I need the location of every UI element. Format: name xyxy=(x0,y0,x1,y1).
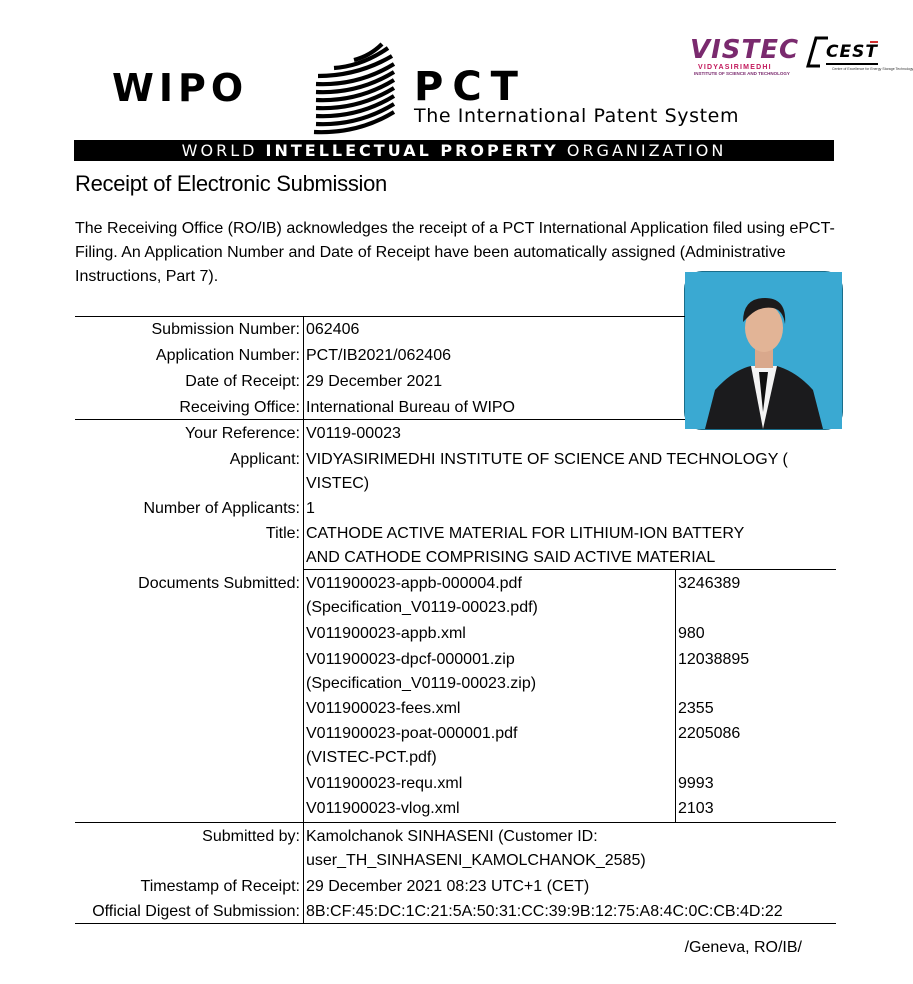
date-of-receipt-label: Date of Receipt: xyxy=(185,373,300,390)
office-section-rule xyxy=(75,419,685,420)
documents-submitted-label: Documents Submitted: xyxy=(138,575,300,592)
document-name: V011900023-fees.xml xyxy=(306,700,461,717)
cest-logo xyxy=(806,34,913,76)
number-of-applicants-value: 1 xyxy=(306,500,315,517)
vistec-logo-sub1: VIDYASIRIMEDHI xyxy=(698,64,772,71)
your-reference-label: Your Reference: xyxy=(184,425,300,442)
pct-wordmark: PCT xyxy=(414,64,527,110)
organization-bar xyxy=(74,140,834,161)
person-portrait-icon xyxy=(685,272,842,429)
cest-logo-sub: Centre of Excellence for Energy Storage Technology xyxy=(832,67,913,71)
applicant-photo xyxy=(684,271,843,430)
document-size: 12038895 xyxy=(678,651,750,668)
title-value-line2: AND CATHODE COMPRISING SAID ACTIVE MATERIAL xyxy=(306,549,716,566)
document-original-name: (Specification_V0119-00023.pdf) xyxy=(306,599,538,616)
digest-value: 8B:CF:45:DC:1C:21:5A:50:31:CC:39:9B:12:75:A8:4C:0C:CB:4D:22 xyxy=(306,903,783,920)
document-original-name: (VISTEC-PCT.pdf) xyxy=(306,749,437,766)
document-size: 9993 xyxy=(678,775,714,792)
cest-logo-text: CEST xyxy=(826,42,878,62)
document-name: V011900023-appb-000004.pdf xyxy=(306,575,522,592)
title-label: Title: xyxy=(265,525,300,542)
document-name: V011900023-poat-000001.pdf xyxy=(306,725,518,742)
table-top-rule xyxy=(75,316,685,317)
documents-top-rule xyxy=(304,569,836,570)
your-reference-value: V0119-00023 xyxy=(306,425,401,442)
page-title: Receipt of Electronic Submission xyxy=(75,171,387,196)
document-size: 2103 xyxy=(678,800,714,817)
digest-label: Official Digest of Submission: xyxy=(92,903,300,920)
org-bar-world: WORLD xyxy=(181,141,258,160)
wipo-wordmark: WIPO xyxy=(112,66,249,110)
pct-subtitle: The International Patent System xyxy=(414,105,740,127)
submitted-by-value-line1: Kamolchanok SINHASENI (Customer ID: xyxy=(306,828,598,845)
label-value-divider xyxy=(303,316,304,923)
document-name: V011900023-vlog.xml xyxy=(306,800,460,817)
document-name: V011900023-dpcf-000001.zip xyxy=(306,651,515,668)
document-size: 3246389 xyxy=(678,575,741,592)
document-name: V011900023-appb.xml xyxy=(306,625,466,642)
application-number-label: Application Number: xyxy=(155,347,300,364)
vistec-logo xyxy=(690,35,800,76)
document-original-name: (Specification_V0119-00023.zip) xyxy=(306,675,537,692)
receiving-office-value: International Bureau of WIPO xyxy=(306,399,515,416)
submission-number-label: Submission Number: xyxy=(151,321,300,338)
document-size: 2355 xyxy=(678,700,714,717)
document-size: 2205086 xyxy=(678,725,741,742)
number-of-applicants-label: Number of Applicants: xyxy=(143,500,300,517)
org-bar-ip: INTELLECTUAL PROPERTY xyxy=(265,141,559,160)
applicant-value-line2: VISTEC) xyxy=(306,475,370,492)
submitted-by-value-line2: user_TH_SINHASENI_KAMOLCHANOK_2585) xyxy=(306,852,646,869)
timestamp-value: 29 December 2021 08:23 UTC+1 (CET) xyxy=(306,878,590,895)
applicant-value-line1: VIDYASIRIMEDHI INSTITUTE OF SCIENCE AND TECHNOLOGY ( xyxy=(306,451,788,468)
receiving-office-label: Receiving Office: xyxy=(179,399,300,416)
submission-number-value: 062406 xyxy=(306,321,360,338)
document-size: 980 xyxy=(678,625,705,642)
wipo-emblem-icon xyxy=(310,40,402,136)
org-bar-organization: ORGANIZATION xyxy=(566,141,727,160)
applicant-label: Applicant: xyxy=(229,451,300,468)
geneva-signature: /Geneva, RO/IB/ xyxy=(684,939,802,956)
table-bottom-rule xyxy=(75,923,836,924)
application-number-value: PCT/IB2021/062406 xyxy=(306,347,451,364)
document-size-divider xyxy=(675,569,676,822)
vistec-logo-sub2: INSTITUTE OF SCIENCE AND TECHNOLOGY xyxy=(694,71,790,76)
title-value-line1: CATHODE ACTIVE MATERIAL FOR LITHIUM-ION BATTERY xyxy=(306,525,745,542)
submission-section-rule xyxy=(75,822,836,823)
intro-paragraph: The Receiving Office (RO/IB) acknowledges the receipt of a PCT International Application filed using ePCT-Filing. An Application Number and Date of Receipt have been automatically assigned (Administrative Instructions, Part 7). xyxy=(75,220,835,285)
submitted-by-label: Submitted by: xyxy=(202,828,300,845)
vistec-logo-name: VISTEC xyxy=(690,35,800,65)
document-name: V011900023-requ.xml xyxy=(306,775,463,792)
timestamp-label: Timestamp of Receipt: xyxy=(140,878,300,895)
date-of-receipt-value: 29 December 2021 xyxy=(306,373,443,390)
